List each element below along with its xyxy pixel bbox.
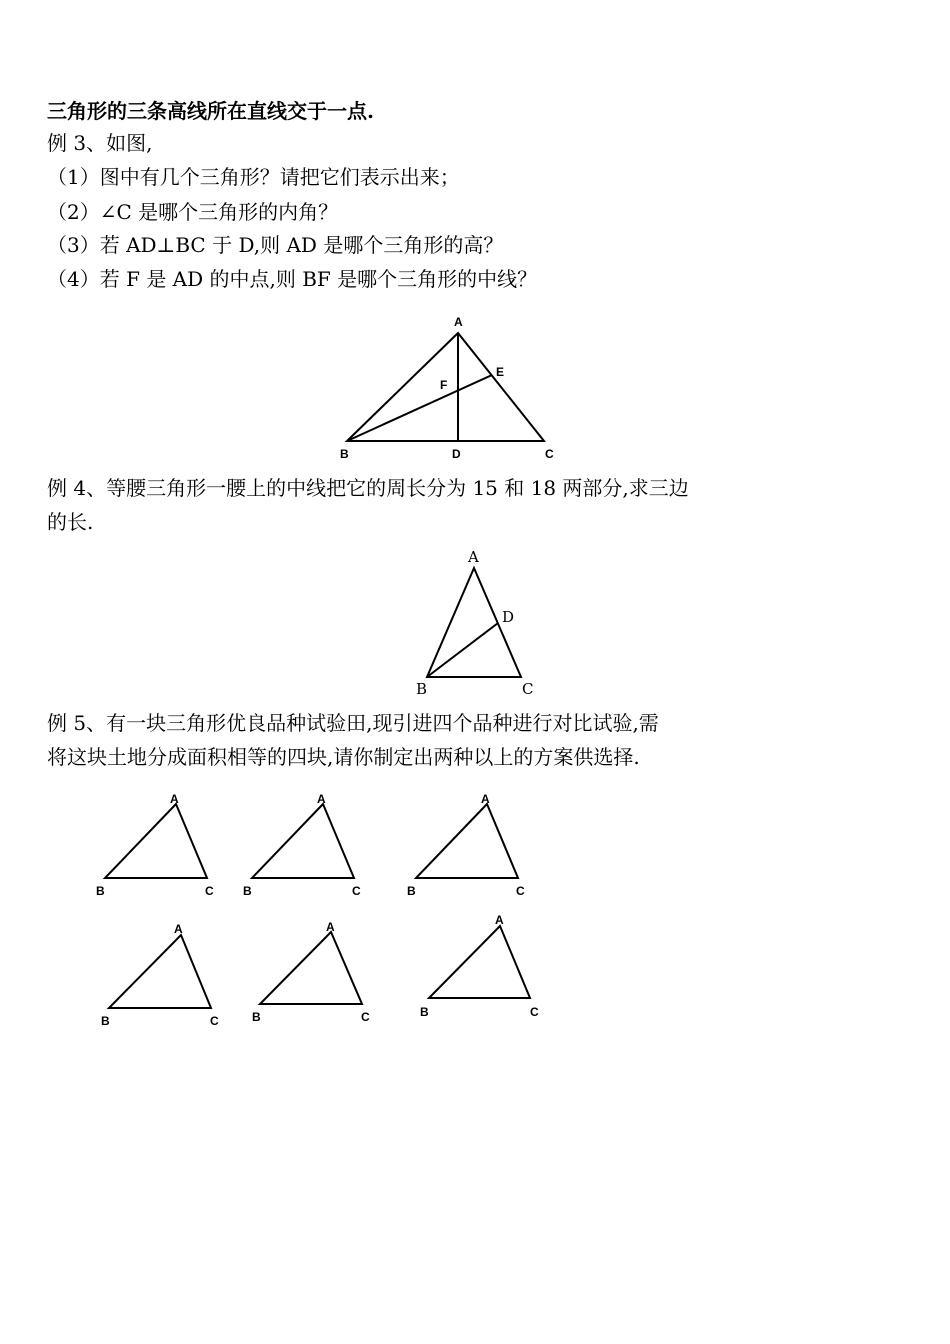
label-c: C xyxy=(205,884,214,898)
label-b: B xyxy=(243,884,252,898)
example3-question-3: （3）若 AD⊥BC 于 D,则 AD 是哪个三角形的高？ xyxy=(47,233,504,257)
label-d: D xyxy=(452,447,461,461)
example4-line-1: 例 4、等腰三角形一腰上的中线把它的周长分为 15 和 18 两部分,求三边 xyxy=(47,476,689,500)
example3-question-4: （4）若 F 是 AD 的中点,则 BF 是哪个三角形的中线？ xyxy=(47,267,538,291)
section-heading: 三角形的三条高线所在直线交于一点. xyxy=(47,99,374,123)
label-d: D xyxy=(502,608,515,626)
label-a: A xyxy=(317,792,326,806)
label-a: A xyxy=(170,792,179,806)
label-b: B xyxy=(101,1014,110,1028)
label-b: B xyxy=(416,680,428,698)
example3-question-1: （1）图中有几个三角形？请把它们表示出来； xyxy=(47,165,460,189)
example3-question-2: （2）∠C 是哪个三角形的内角？ xyxy=(47,200,339,224)
label-a: A xyxy=(468,548,479,566)
label-b: B xyxy=(420,1005,429,1019)
example5-line-1: 例 5、有一块三角形优良品种试验田,现引进四个品种进行对比试验,需 xyxy=(47,711,659,735)
triangle-5 xyxy=(252,920,370,1024)
label-a: A xyxy=(174,922,183,936)
example5-line-2: 将这块土地分成面积相等的四块,请你制定出两种以上的方案供选择. xyxy=(47,745,640,769)
label-e: E xyxy=(496,365,505,379)
label-a: A xyxy=(495,913,504,927)
triangle-1 xyxy=(96,792,214,898)
triangle-3 xyxy=(407,792,525,898)
triangle-2 xyxy=(243,792,361,898)
label-b: B xyxy=(340,447,349,461)
label-b: B xyxy=(407,884,416,898)
label-c: C xyxy=(530,1005,539,1019)
label-a: A xyxy=(454,315,463,329)
label-a: A xyxy=(481,792,490,806)
label-c: C xyxy=(210,1014,219,1028)
triangle-6 xyxy=(420,913,539,1019)
example3-title: 例 3、如图, xyxy=(47,131,153,155)
label-f: F xyxy=(440,378,448,392)
label-c: C xyxy=(522,680,534,698)
label-c: C xyxy=(545,447,554,461)
label-b: B xyxy=(252,1010,261,1024)
triangle-4 xyxy=(101,922,219,1028)
label-c: C xyxy=(516,884,525,898)
label-a: A xyxy=(326,920,335,934)
label-c: C xyxy=(352,884,361,898)
label-b: B xyxy=(96,884,105,898)
label-c: C xyxy=(361,1010,370,1024)
example4-line-2: 的长. xyxy=(47,510,94,534)
